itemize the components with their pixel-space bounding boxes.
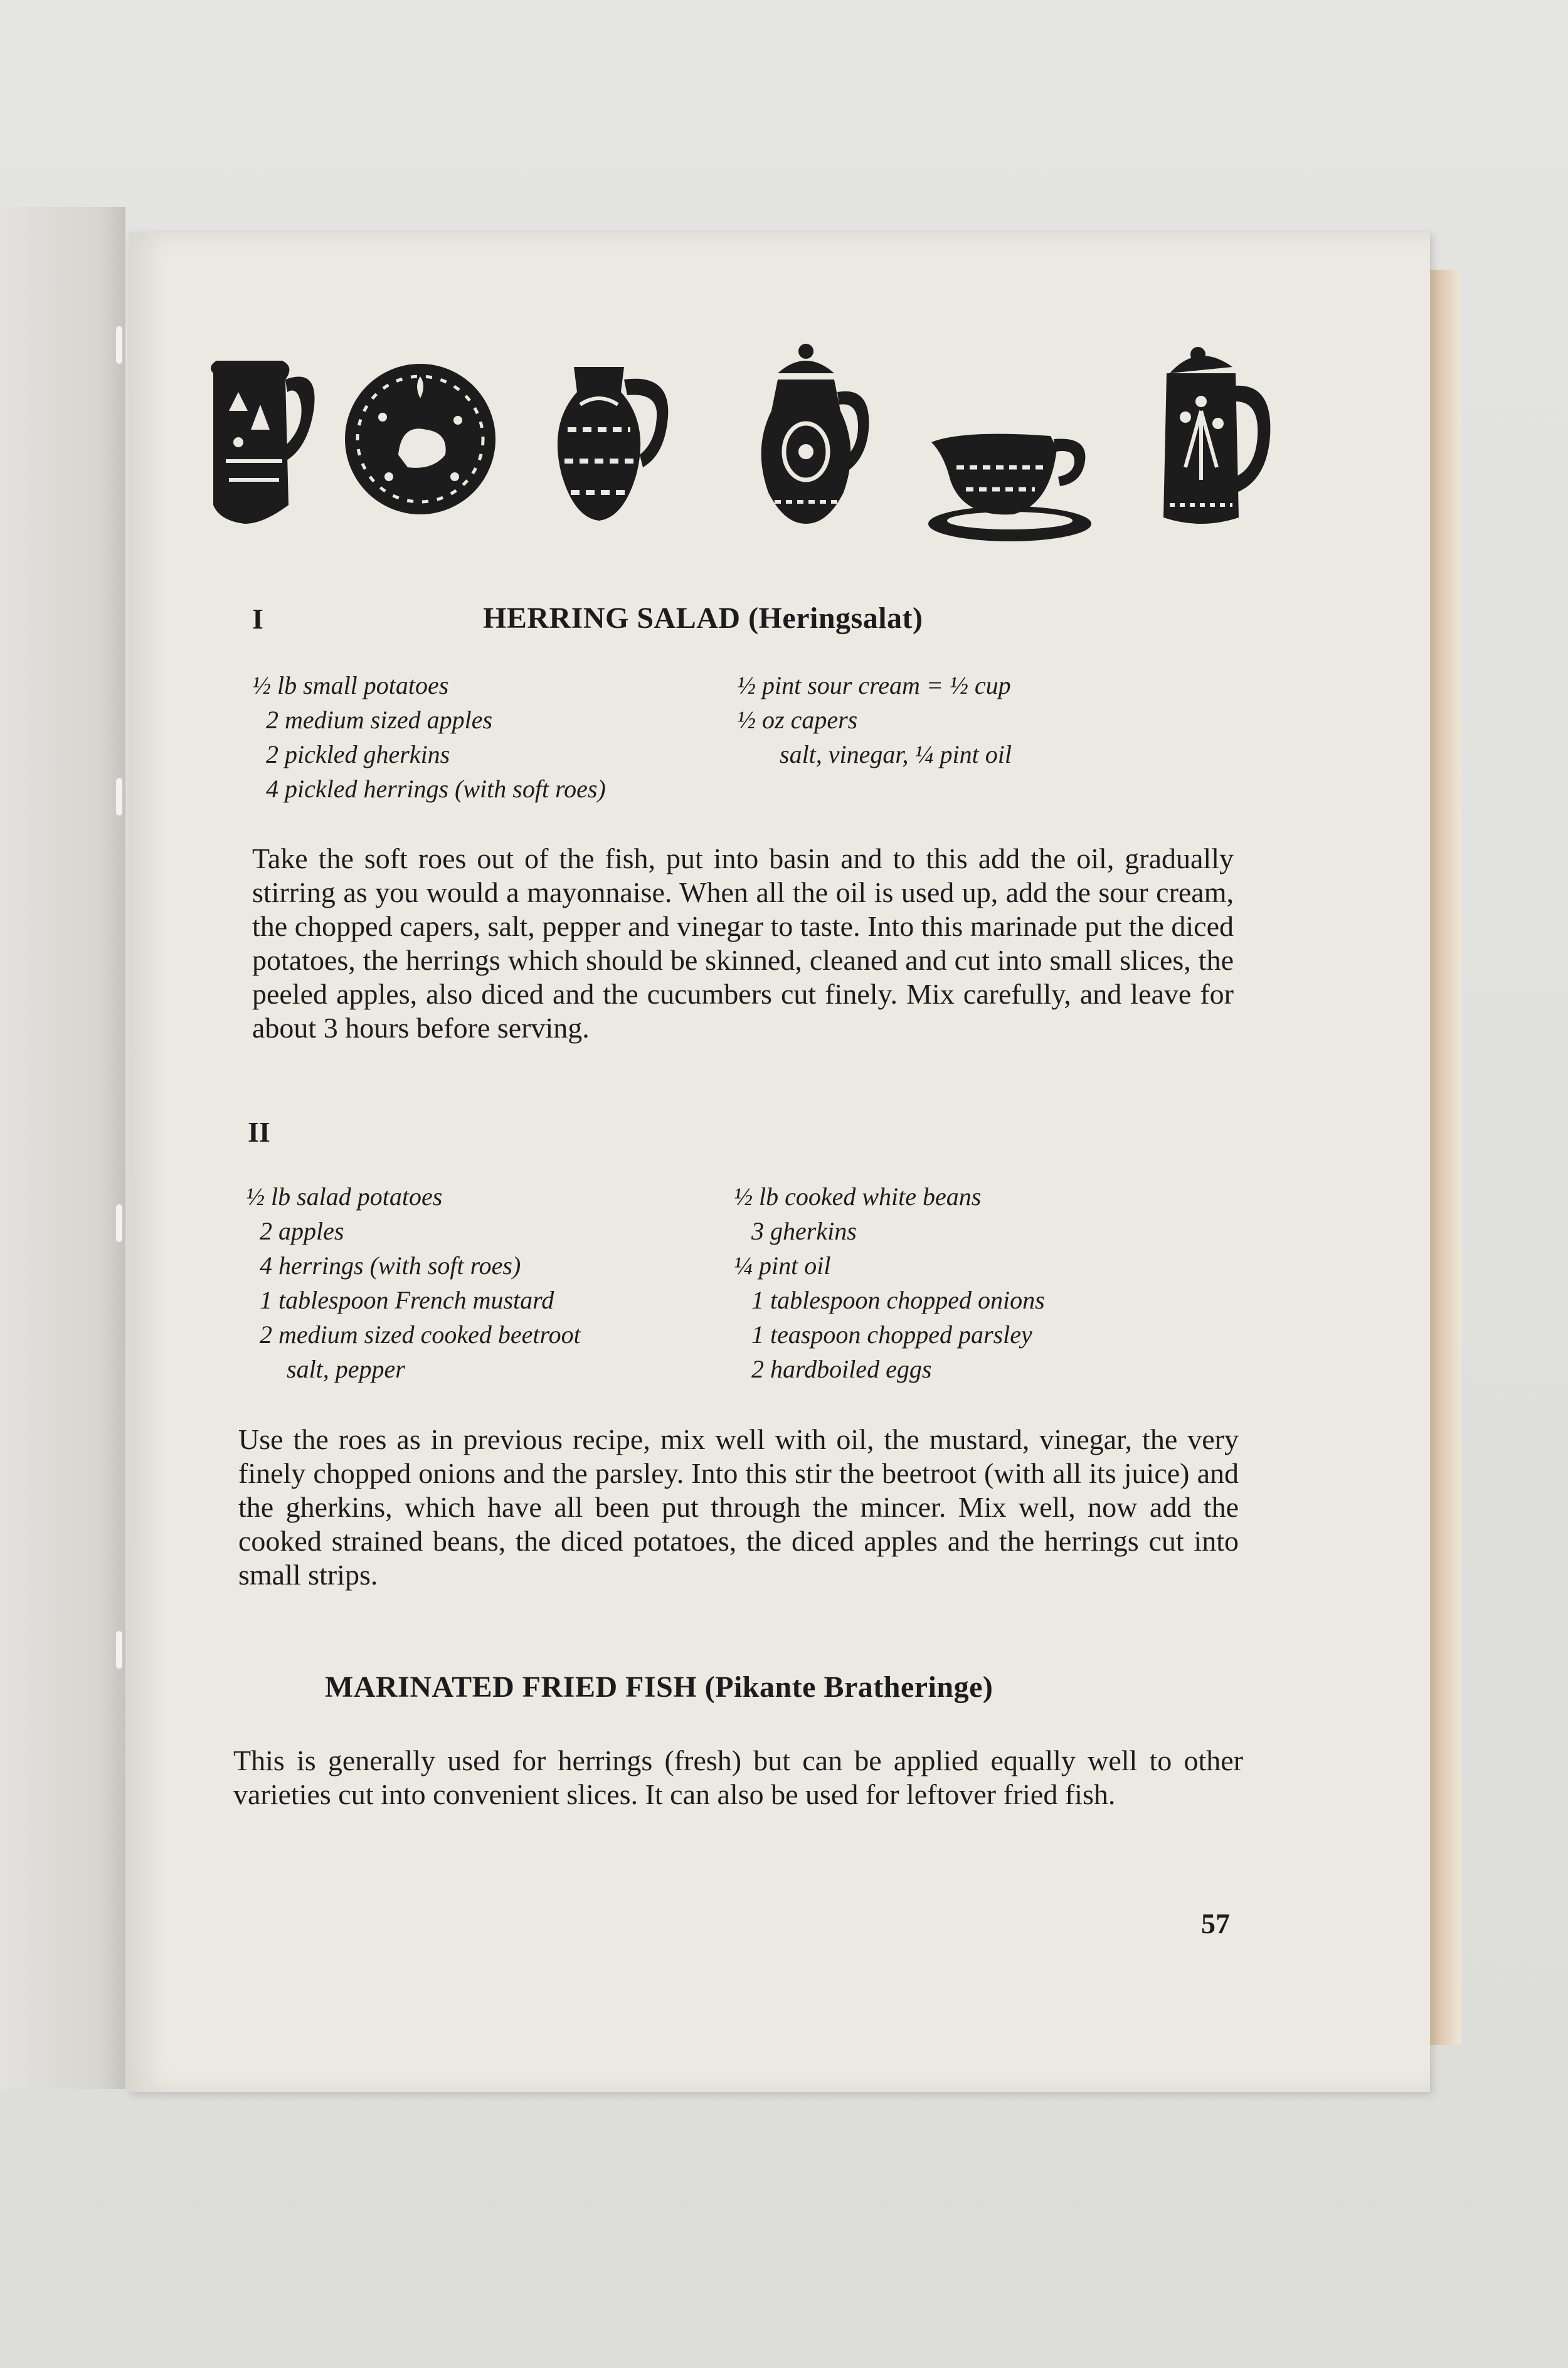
ingredient-item: ½ lb salad potatoes bbox=[246, 1182, 443, 1211]
ingredient-item: 1 tablespoon chopped onions bbox=[751, 1286, 1045, 1314]
recipe-method: Take the soft roes out of the fish, put into basin and to this add the oil, gradually stirring as you would a mayonnaise. When all the oil is used up, add the sour cream, the chopped capers, salt, pepper and vinegar to taste. Into this marinade put the diced potatoes, the herrings which should be skinned, cleaned and cut into small slices, the peeled apples, also diced and the cucumbers cut finely. Mix carefully, and leave for about 3 hours before serving. bbox=[252, 842, 1234, 1044]
ingredient-list-right bbox=[734, 1179, 1045, 1386]
recipe-method: This is generally used for herrings (fresh) but can be applied equally well to other varieties cut into convenient slices. It can also be used for leftover fried fish. bbox=[233, 1744, 1243, 1810]
pitcher-icon bbox=[558, 367, 668, 521]
ingredient-item: 2 medium sized cooked beetroot bbox=[260, 1320, 581, 1349]
ingredient-item: 3 gherkins bbox=[751, 1217, 857, 1245]
recipe-numeral: I bbox=[252, 603, 263, 635]
coffee-pot-icon bbox=[761, 344, 869, 524]
ingredient-item: ½ oz capers bbox=[737, 706, 858, 734]
ingredient-item: salt, vinegar, ¼ pint oil bbox=[780, 740, 1012, 768]
ingredient-list-right bbox=[737, 668, 1012, 772]
binding-stitch bbox=[116, 326, 122, 364]
page-number: 57 bbox=[1201, 1908, 1230, 1940]
ingredient-item: 2 pickled gherkins bbox=[266, 740, 450, 768]
ingredient-item: 2 apples bbox=[260, 1217, 344, 1245]
ingredient-item: 1 teaspoon chopped parsley bbox=[751, 1320, 1032, 1349]
pottery-ornament-row bbox=[201, 342, 1279, 543]
ingredient-item: salt, pepper bbox=[287, 1355, 405, 1383]
beer-stein-icon bbox=[1163, 347, 1270, 524]
facing-page bbox=[0, 207, 125, 2089]
ingredient-list-left bbox=[252, 668, 606, 806]
ingredient-item: ¼ pint oil bbox=[734, 1251, 831, 1280]
ingredient-item: 2 medium sized apples bbox=[266, 706, 493, 734]
binding-stitch bbox=[116, 778, 122, 815]
recipe-method: Use the roes as in previous recipe, mix well with oil, the mustard, vinegar, the very finely chopped onions and the parsley. Into this stir the beetroot (with all its juice) and the gherkins, which have all been put through the mincer. Mix well, now add the cooked strained beans, the diced potatoes, the diced apples and the herrings cut into small strips. bbox=[238, 1423, 1239, 1591]
ingredient-item: 2 hardboiled eggs bbox=[751, 1355, 932, 1383]
ingredient-item: 4 herrings (with soft roes) bbox=[260, 1251, 521, 1280]
ingredient-list-left bbox=[246, 1179, 581, 1386]
ingredient-item: 1 tablespoon French mustard bbox=[260, 1286, 554, 1314]
binding-stitch bbox=[116, 1631, 122, 1669]
recipe-numeral: II bbox=[248, 1116, 270, 1148]
ingredient-item: ½ lb small potatoes bbox=[252, 671, 449, 699]
ingredient-item: ½ pint sour cream = ½ cup bbox=[737, 671, 1011, 699]
gravy-boat-icon bbox=[928, 434, 1091, 541]
binding-stitch bbox=[116, 1204, 122, 1242]
plate-icon bbox=[345, 364, 495, 514]
ingredient-item: 4 pickled herrings (with soft roes) bbox=[266, 775, 606, 803]
recipe-title: HERRING SALAD (Heringsalat) bbox=[483, 602, 923, 635]
jug-icon bbox=[211, 361, 315, 524]
recipe-title: MARINATED FRIED FISH (Pikante Bratheringe) bbox=[325, 1670, 993, 1704]
ingredient-item: ½ lb cooked white beans bbox=[734, 1182, 982, 1211]
